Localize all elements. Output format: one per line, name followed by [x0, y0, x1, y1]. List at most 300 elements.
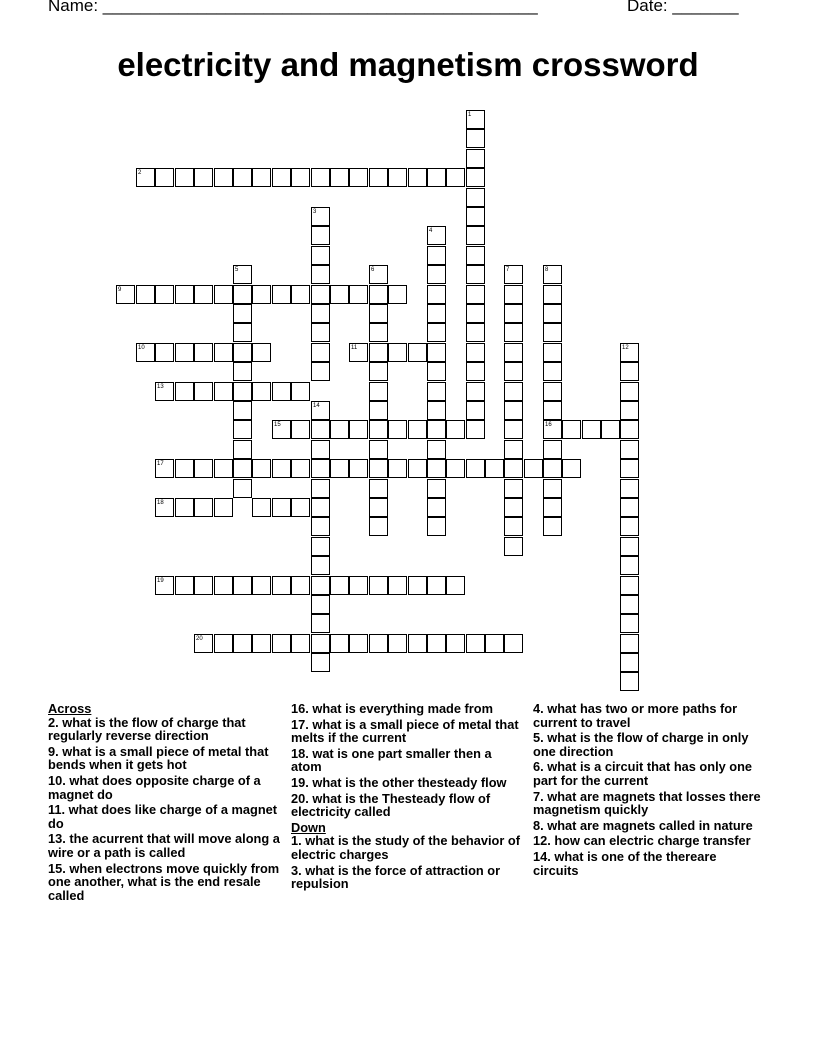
grid-cell[interactable]: [408, 459, 427, 478]
grid-cell[interactable]: [136, 285, 155, 304]
grid-cell[interactable]: [427, 168, 446, 187]
grid-cell[interactable]: [155, 168, 174, 187]
grid-cell[interactable]: [543, 285, 562, 304]
grid-cell[interactable]: [543, 362, 562, 381]
grid-cell[interactable]: [311, 420, 330, 439]
grid-cell[interactable]: [214, 343, 233, 362]
grid-cell-16[interactable]: [543, 420, 562, 439]
grid-cell[interactable]: [369, 634, 388, 653]
clue-text: what is the force of attraction or repulsion: [291, 862, 501, 892]
clue-number: 9: [118, 287, 122, 293]
grid-cell[interactable]: [291, 168, 310, 187]
clue-text: what is a circuit that has only one part for the current: [533, 759, 753, 788]
grid-cell[interactable]: [369, 440, 388, 459]
grid-cell[interactable]: [388, 168, 407, 187]
grid-cell[interactable]: [175, 576, 194, 595]
grid-cell[interactable]: [427, 479, 446, 498]
grid-cell-5[interactable]: [233, 265, 252, 284]
grid-cell[interactable]: [369, 420, 388, 439]
grid-cell[interactable]: [504, 440, 523, 459]
clue-number: 3: [313, 209, 317, 215]
grid-cell[interactable]: [311, 653, 330, 672]
grid-cell-8[interactable]: [543, 265, 562, 284]
grid-cell-7[interactable]: [504, 265, 523, 284]
grid-cell[interactable]: [330, 168, 349, 187]
clue-number: 11: [351, 345, 358, 351]
grid-cell[interactable]: [214, 498, 233, 517]
grid-cell[interactable]: [175, 459, 194, 478]
grid-cell[interactable]: [330, 634, 349, 653]
clue-item: [533, 760, 765, 787]
grid-cell-3[interactable]: [311, 207, 330, 226]
grid-cell[interactable]: [427, 362, 446, 381]
grid-cell[interactable]: [369, 576, 388, 595]
grid-cell[interactable]: [369, 304, 388, 323]
clue-number: 13.: [48, 831, 66, 847]
grid-cell[interactable]: [330, 576, 349, 595]
grid-cell[interactable]: [620, 634, 639, 653]
grid-cell[interactable]: [388, 285, 407, 304]
grid-cell[interactable]: [233, 304, 252, 323]
grid-cell[interactable]: [427, 246, 446, 265]
grid-cell[interactable]: [369, 168, 388, 187]
clue-number: 7.: [533, 788, 544, 804]
grid-cell[interactable]: [427, 323, 446, 342]
clue-item: [291, 747, 523, 774]
clue-number: 2: [138, 170, 142, 176]
grid-cell-4[interactable]: [427, 226, 446, 245]
grid-cell[interactable]: [408, 420, 427, 439]
grid-cell[interactable]: [446, 168, 465, 187]
grid-cell[interactable]: [466, 343, 485, 362]
grid-cell[interactable]: [408, 343, 427, 362]
grid-cell[interactable]: [311, 634, 330, 653]
grid-cell[interactable]: [408, 576, 427, 595]
clue-number: 17.: [291, 716, 309, 732]
grid-cell-13[interactable]: [155, 382, 174, 401]
grid-cell[interactable]: [620, 672, 639, 691]
grid-cell[interactable]: [311, 304, 330, 323]
grid-cell[interactable]: [311, 498, 330, 517]
grid-cell[interactable]: [620, 459, 639, 478]
grid-cell[interactable]: [562, 420, 581, 439]
grid-cell[interactable]: [155, 343, 174, 362]
grid-cell[interactable]: [349, 459, 368, 478]
page-title: electricity and magnetism crossword: [117, 46, 699, 83]
grid-cell[interactable]: [194, 459, 213, 478]
grid-cell[interactable]: [524, 459, 543, 478]
grid-cell[interactable]: [427, 382, 446, 401]
grid-cell[interactable]: [369, 401, 388, 420]
grid-cell[interactable]: [233, 420, 252, 439]
grid-cell[interactable]: [233, 576, 252, 595]
grid-cell[interactable]: [408, 634, 427, 653]
grid-cell[interactable]: [388, 576, 407, 595]
grid-cell[interactable]: [252, 285, 271, 304]
grid-cell-20[interactable]: [194, 634, 213, 653]
grid-cell[interactable]: [543, 459, 562, 478]
grid-cell[interactable]: [466, 168, 485, 187]
date-field-label: Date: _______: [627, 0, 739, 15]
grid-cell[interactable]: [543, 323, 562, 342]
grid-cell-15[interactable]: [272, 420, 291, 439]
grid-cell[interactable]: [233, 479, 252, 498]
grid-cell[interactable]: [291, 420, 310, 439]
grid-cell[interactable]: [272, 285, 291, 304]
grid-cell[interactable]: [408, 168, 427, 187]
grid-cell[interactable]: [349, 420, 368, 439]
clue-number: 18: [157, 500, 164, 506]
grid-cell[interactable]: [620, 517, 639, 536]
grid-cell[interactable]: [311, 517, 330, 536]
grid-cell-18[interactable]: [155, 498, 174, 517]
clue-number: 17: [157, 461, 164, 467]
clue-number: 20: [196, 636, 203, 642]
grid-cell[interactable]: [233, 343, 252, 362]
grid-cell-2[interactable]: [136, 168, 155, 187]
grid-cell[interactable]: [233, 382, 252, 401]
grid-cell[interactable]: [311, 168, 330, 187]
grid-cell[interactable]: [311, 556, 330, 575]
grid-cell[interactable]: [252, 168, 271, 187]
grid-cell[interactable]: [466, 634, 485, 653]
grid-cell[interactable]: [369, 479, 388, 498]
grid-cell-14[interactable]: [311, 401, 330, 420]
grid-cell[interactable]: [446, 459, 465, 478]
grid-cell[interactable]: [175, 343, 194, 362]
grid-cell[interactable]: [620, 537, 639, 556]
clue-section-heading: Down: [291, 819, 326, 835]
grid-cell[interactable]: [504, 362, 523, 381]
grid-cell[interactable]: [504, 304, 523, 323]
grid-cell[interactable]: [369, 498, 388, 517]
grid-cell[interactable]: [311, 459, 330, 478]
grid-cell[interactable]: [214, 382, 233, 401]
grid-cell[interactable]: [466, 246, 485, 265]
grid-cell[interactable]: [504, 401, 523, 420]
grid-cell[interactable]: [349, 576, 368, 595]
grid-cell-11[interactable]: [349, 343, 368, 362]
clue-item: [291, 718, 523, 745]
grid-cell[interactable]: [427, 459, 446, 478]
grid-cell[interactable]: [446, 576, 465, 595]
grid-cell[interactable]: [311, 343, 330, 362]
grid-cell[interactable]: [214, 634, 233, 653]
clue-number: 3.: [291, 862, 302, 878]
grid-cell[interactable]: [175, 498, 194, 517]
grid-cell[interactable]: [427, 517, 446, 536]
grid-cell[interactable]: [466, 265, 485, 284]
grid-cell[interactable]: [620, 440, 639, 459]
grid-cell[interactable]: [446, 634, 465, 653]
grid-cell[interactable]: [233, 362, 252, 381]
clue-number: 15: [274, 422, 281, 428]
grid-cell-17[interactable]: [155, 459, 174, 478]
grid-cell[interactable]: [214, 168, 233, 187]
grid-cell[interactable]: [311, 479, 330, 498]
grid-cell[interactable]: [466, 362, 485, 381]
grid-cell[interactable]: [369, 285, 388, 304]
grid-cell[interactable]: [427, 265, 446, 284]
grid-cell[interactable]: [504, 517, 523, 536]
grid-cell[interactable]: [194, 576, 213, 595]
grid-cell[interactable]: [214, 576, 233, 595]
grid-cell[interactable]: [369, 517, 388, 536]
grid-cell[interactable]: [620, 479, 639, 498]
grid-cell[interactable]: [485, 634, 504, 653]
clue-item: [48, 862, 280, 903]
clue-item: [48, 774, 280, 801]
grid-cell[interactable]: [466, 285, 485, 304]
clue-item: [48, 832, 280, 859]
grid-cell[interactable]: [620, 382, 639, 401]
clue-item: [291, 702, 523, 716]
clue-text: what is the other thesteady flow: [312, 774, 507, 790]
grid-cell[interactable]: [620, 576, 639, 595]
grid-cell[interactable]: [485, 459, 504, 478]
grid-cell[interactable]: [233, 440, 252, 459]
grid-cell[interactable]: [194, 285, 213, 304]
grid-cell[interactable]: [349, 168, 368, 187]
grid-cell[interactable]: [543, 479, 562, 498]
grid-cell[interactable]: [466, 304, 485, 323]
grid-cell[interactable]: [620, 614, 639, 633]
grid-cell[interactable]: [466, 226, 485, 245]
clue-text: the acurrent that will move along a wire or a path is called: [48, 831, 280, 860]
clue-number: 4: [429, 228, 433, 234]
grid-cell[interactable]: [543, 498, 562, 517]
grid-cell[interactable]: [620, 595, 639, 614]
grid-cell[interactable]: [291, 498, 310, 517]
clue-number: 10: [138, 345, 145, 351]
clue-number: 2.: [48, 714, 59, 730]
grid-cell[interactable]: [466, 188, 485, 207]
grid-cell[interactable]: [272, 382, 291, 401]
grid-cell[interactable]: [155, 285, 174, 304]
clue-number: 5: [235, 267, 239, 273]
grid-cell[interactable]: [466, 129, 485, 148]
grid-cell[interactable]: [233, 168, 252, 187]
grid-cell[interactable]: [252, 576, 271, 595]
grid-cell[interactable]: [311, 226, 330, 245]
grid-cell[interactable]: [311, 440, 330, 459]
clue-number: 19: [157, 578, 164, 584]
grid-cell[interactable]: [427, 401, 446, 420]
grid-cell[interactable]: [427, 576, 446, 595]
grid-cell[interactable]: [504, 479, 523, 498]
grid-cell-9[interactable]: [116, 285, 135, 304]
clue-text: what are magnets called in nature: [547, 817, 753, 833]
clue-number: 12: [622, 345, 629, 351]
clue-item: [48, 716, 280, 743]
grid-cell[interactable]: [291, 459, 310, 478]
clues-column-2: [291, 702, 523, 893]
clue-item: [48, 745, 280, 772]
grid-cell[interactable]: [175, 285, 194, 304]
grid-cell[interactable]: [252, 459, 271, 478]
grid-cell[interactable]: [543, 401, 562, 420]
grid-cell[interactable]: [194, 168, 213, 187]
grid-cell[interactable]: [427, 420, 446, 439]
grid-cell[interactable]: [311, 285, 330, 304]
grid-cell[interactable]: [388, 634, 407, 653]
grid-cell[interactable]: [504, 537, 523, 556]
grid-cell[interactable]: [466, 149, 485, 168]
grid-cell[interactable]: [369, 382, 388, 401]
grid-cell[interactable]: [543, 517, 562, 536]
grid-cell[interactable]: [427, 304, 446, 323]
grid-cell[interactable]: [543, 382, 562, 401]
grid-cell[interactable]: [427, 634, 446, 653]
grid-cell[interactable]: [291, 382, 310, 401]
clue-number: 7: [506, 267, 510, 273]
grid-cell[interactable]: [466, 207, 485, 226]
clue-number: 16: [545, 422, 552, 428]
grid-cell-19[interactable]: [155, 576, 174, 595]
grid-cell[interactable]: [330, 459, 349, 478]
grid-cell[interactable]: [620, 401, 639, 420]
grid-cell[interactable]: [233, 634, 252, 653]
grid-cell[interactable]: [233, 285, 252, 304]
grid-cell[interactable]: [311, 614, 330, 633]
clues-column-1: [48, 702, 280, 904]
grid-cell[interactable]: [582, 420, 601, 439]
grid-cell[interactable]: [446, 420, 465, 439]
grid-cell[interactable]: [233, 323, 252, 342]
grid-cell[interactable]: [504, 459, 523, 478]
grid-cell[interactable]: [369, 362, 388, 381]
clue-item: [291, 776, 523, 790]
grid-cell[interactable]: [466, 323, 485, 342]
grid-cell[interactable]: [388, 343, 407, 362]
grid-cell[interactable]: [620, 420, 639, 439]
grid-cell[interactable]: [369, 323, 388, 342]
grid-cell[interactable]: [330, 420, 349, 439]
clue-text: what is the Thesteady flow of electricity called: [291, 790, 491, 820]
grid-cell[interactable]: [562, 459, 581, 478]
grid-cell[interactable]: [252, 382, 271, 401]
grid-cell-6[interactable]: [369, 265, 388, 284]
grid-cell[interactable]: [272, 634, 291, 653]
clue-text: what are magnets that losses there magnetism quickly: [533, 788, 761, 818]
grid-cell[interactable]: [194, 382, 213, 401]
grid-cell[interactable]: [311, 362, 330, 381]
grid-cell[interactable]: [543, 440, 562, 459]
clue-text: what is one of the thereare circuits: [533, 848, 717, 878]
grid-cell[interactable]: [291, 285, 310, 304]
clue-item: [291, 792, 523, 819]
grid-cell[interactable]: [330, 285, 349, 304]
grid-cell[interactable]: [466, 459, 485, 478]
grid-cell[interactable]: [504, 420, 523, 439]
clue-number: 1.: [291, 833, 302, 849]
clue-number: 12.: [533, 833, 551, 849]
grid-cell[interactable]: [272, 498, 291, 517]
clue-text: what is everything made from: [312, 701, 493, 716]
clue-section-heading: Across: [48, 701, 92, 716]
grid-cell[interactable]: [175, 382, 194, 401]
grid-cell[interactable]: [291, 634, 310, 653]
clue-number: 8.: [533, 817, 544, 833]
grid-cell[interactable]: [311, 576, 330, 595]
grid-cell[interactable]: [620, 556, 639, 575]
grid-cell[interactable]: [466, 420, 485, 439]
grid-cell-10[interactable]: [136, 343, 155, 362]
clue-item: [291, 834, 523, 861]
grid-cell[interactable]: [272, 576, 291, 595]
clue-number: 13: [157, 384, 164, 390]
grid-cell[interactable]: [272, 459, 291, 478]
clue-text: what is a small piece of metal that bends when it gets hot: [48, 743, 269, 773]
clue-item: [533, 819, 765, 833]
clue-item: [291, 864, 523, 891]
grid-cell[interactable]: [620, 362, 639, 381]
clue-number: 1: [468, 112, 472, 118]
grid-cell-12[interactable]: [620, 343, 639, 362]
clue-number: 11.: [48, 802, 66, 818]
grid-cell[interactable]: [504, 382, 523, 401]
grid-cell[interactable]: [504, 634, 523, 653]
grid-cell[interactable]: [311, 595, 330, 614]
grid-cell[interactable]: [504, 285, 523, 304]
grid-cell[interactable]: [233, 401, 252, 420]
grid-cell-1[interactable]: [466, 110, 485, 129]
grid-cell[interactable]: [252, 634, 271, 653]
grid-cell[interactable]: [233, 459, 252, 478]
grid-cell[interactable]: [349, 285, 368, 304]
clues-column-3: [533, 702, 765, 879]
grid-cell[interactable]: [194, 343, 213, 362]
grid-cell[interactable]: [466, 401, 485, 420]
grid-cell[interactable]: [369, 459, 388, 478]
clue-item: [533, 702, 765, 729]
grid-cell[interactable]: [175, 168, 194, 187]
grid-cell[interactable]: [194, 498, 213, 517]
grid-cell[interactable]: [214, 285, 233, 304]
grid-cell[interactable]: [504, 323, 523, 342]
clue-number: 19.: [291, 774, 309, 790]
clue-number: 20.: [291, 790, 309, 806]
grid-cell[interactable]: [252, 498, 271, 517]
grid-cell[interactable]: [311, 246, 330, 265]
grid-cell[interactable]: [601, 420, 620, 439]
grid-cell[interactable]: [504, 343, 523, 362]
clue-text: what has two or more paths for current to travel: [533, 701, 738, 730]
grid-cell[interactable]: [427, 440, 446, 459]
grid-cell[interactable]: [427, 343, 446, 362]
grid-cell[interactable]: [427, 285, 446, 304]
grid-cell[interactable]: [504, 498, 523, 517]
grid-cell[interactable]: [311, 323, 330, 342]
grid-cell[interactable]: [311, 537, 330, 556]
clue-number: 6: [371, 267, 375, 273]
grid-cell[interactable]: [311, 265, 330, 284]
grid-cell[interactable]: [620, 498, 639, 517]
grid-cell[interactable]: [252, 343, 271, 362]
grid-cell[interactable]: [543, 304, 562, 323]
grid-cell[interactable]: [427, 498, 446, 517]
grid-cell[interactable]: [291, 576, 310, 595]
grid-cell[interactable]: [543, 343, 562, 362]
grid-cell[interactable]: [388, 420, 407, 439]
grid-cell[interactable]: [369, 343, 388, 362]
grid-cell[interactable]: [620, 653, 639, 672]
grid-cell[interactable]: [272, 168, 291, 187]
grid-cell[interactable]: [349, 634, 368, 653]
grid-cell[interactable]: [388, 459, 407, 478]
grid-cell[interactable]: [466, 382, 485, 401]
grid-cell[interactable]: [214, 459, 233, 478]
